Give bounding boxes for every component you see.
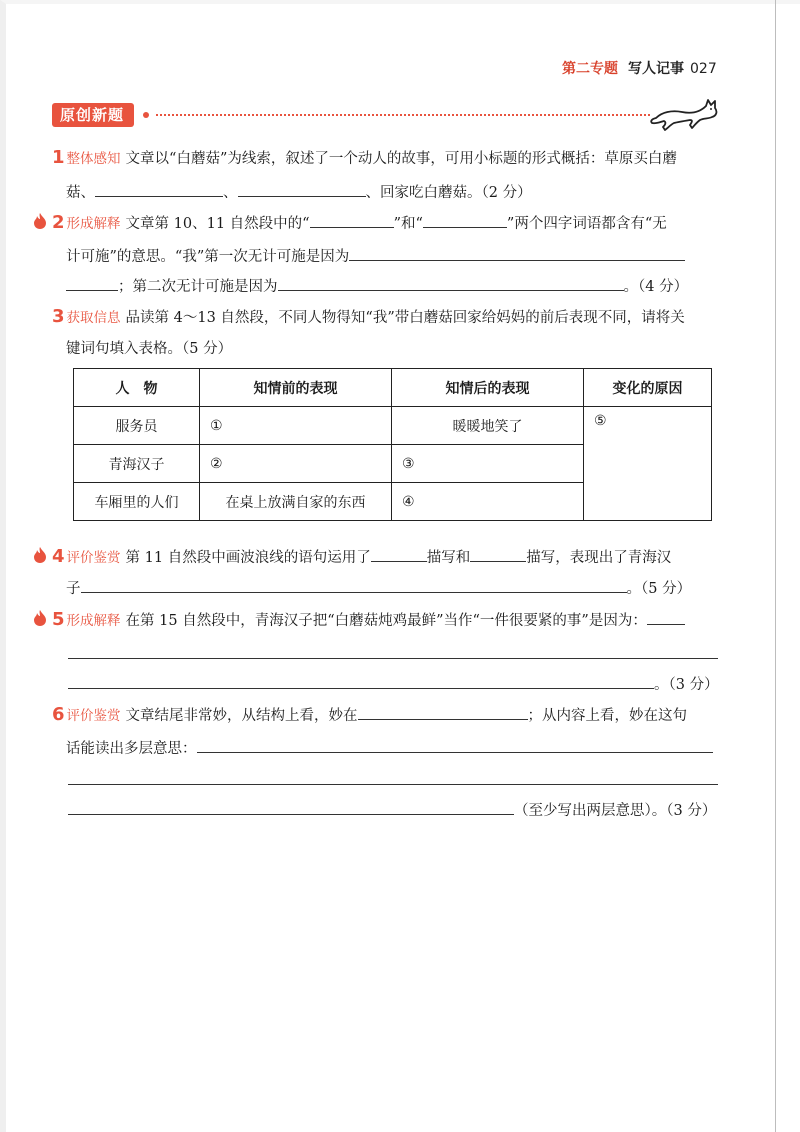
answer-cell[interactable]: ④ <box>392 483 584 521</box>
q3-line1: 3 获取信息 品读第 4～13 自然段，不同人物得知“我”带白蘑菇回家给妈妈的前后表现不同，请将关 <box>52 306 685 327</box>
q2-number: 2 <box>52 212 65 233</box>
table-header: 知情前的表现 <box>200 369 392 407</box>
q6-line2: 话能读出多层意思： <box>66 738 713 759</box>
section-title: 第二专题 <box>562 61 618 77</box>
q2-blank-2[interactable] <box>423 213 507 228</box>
q1-blank-1[interactable] <box>95 182 223 197</box>
q6-blank-2[interactable] <box>197 738 713 753</box>
banner-dot <box>143 112 149 118</box>
section-banner: 原创新题 <box>52 103 134 127</box>
table-header: 人 物 <box>74 369 200 407</box>
q3-number: 3 <box>52 306 65 327</box>
page-number: 027 <box>690 61 717 77</box>
answer-cell[interactable]: ③ <box>392 445 584 483</box>
q1-line2: 菇、 、 、回家吃白蘑菇。（2 分） <box>66 182 532 203</box>
q5-blank-start[interactable] <box>647 610 685 625</box>
q6-answer-line-last[interactable] <box>68 800 514 815</box>
q4-blank-3[interactable] <box>81 578 627 593</box>
flame-icon <box>33 212 47 230</box>
table-header: 变化的原因 <box>584 369 712 407</box>
q2-blank-1[interactable] <box>310 213 394 228</box>
q2-blank-3-cont[interactable] <box>66 276 118 291</box>
q5-tag: 形成解释 <box>66 613 121 629</box>
q6-line4: （至少写出两层意思）。（3 分） <box>68 800 716 821</box>
table-cell: 青海汉子 <box>74 445 200 483</box>
q4-blank-1[interactable] <box>371 547 427 562</box>
q4-blank-2[interactable] <box>470 547 526 562</box>
q3-tag: 获取信息 <box>66 310 121 326</box>
table-cell: 车厢里的人们 <box>74 483 200 521</box>
unit-title: 写人记事 <box>628 61 684 77</box>
q4-line1: 4 评价鉴赏 第 11 自然段中画波浪线的语句运用了 描写和 描写，表现出了青海汉 <box>52 546 672 567</box>
q6-line1: 6 评价鉴赏 文章结尾非常妙，从结构上看，妙在 ；从内容上看，妙在这句 <box>52 704 688 725</box>
q2-tag: 形成解释 <box>66 216 121 232</box>
q2-line3: ；第二次无计可施是因为 。（4 分） <box>66 276 688 297</box>
q1-blank-2[interactable] <box>238 182 366 197</box>
q6-answer-line[interactable] <box>68 784 718 785</box>
q1-line1 <box>52 148 677 169</box>
q6-number: 6 <box>52 704 65 725</box>
q6-tag: 评价鉴赏 <box>66 708 121 724</box>
table-cell: 在桌上放满自家的东西 <box>200 483 392 521</box>
table-cell: 服务员 <box>74 407 200 445</box>
flame-icon <box>33 546 47 564</box>
q1-tag: 整体感知 <box>66 151 121 167</box>
q5-number: 5 <box>52 609 65 630</box>
table-cell: 暖暖地笑了 <box>392 407 584 445</box>
q2-blank-3[interactable] <box>349 246 685 261</box>
q3-line2: 键词句填入表格。（5 分） <box>66 341 233 357</box>
q5-answer-line[interactable] <box>68 658 718 659</box>
q6-blank-1[interactable] <box>358 705 528 720</box>
q5-line1: 5 形成解释 在第 15 自然段中，青海汉子把“白蘑菇炖鸡最鲜”当作“一件很要紧的事”是因为： <box>52 610 685 631</box>
q4-number: 4 <box>52 546 65 567</box>
banner-dotted-line <box>156 114 650 116</box>
answer-table <box>73 368 712 521</box>
answer-cell[interactable]: ① <box>200 407 392 445</box>
q2-line2: 计可施”的意思。“我”第一次无计可施是因为 <box>66 246 685 267</box>
binding-line <box>775 0 776 1132</box>
answer-cell[interactable]: ② <box>200 445 392 483</box>
answer-cell[interactable]: ⑤ <box>584 407 712 521</box>
page-header <box>562 58 717 78</box>
q5-line3: 。（3 分） <box>68 674 719 695</box>
q5-answer-line-last[interactable] <box>68 674 654 689</box>
q1-number: 1 <box>52 147 65 168</box>
flame-icon <box>33 609 47 627</box>
q2-line1: 2 形成解释 文章第 10、11 自然段中的“ ”和“ ”两个四字词语都含有“无 <box>52 212 667 233</box>
q4-tag: 评价鉴赏 <box>66 550 121 566</box>
cat-icon <box>648 92 724 132</box>
table-row <box>74 407 712 445</box>
table-header: 知情后的表现 <box>392 369 584 407</box>
q4-line2: 子 。（5 分） <box>66 578 691 599</box>
q2-blank-4[interactable] <box>278 276 624 291</box>
q1-text: 文章以“白蘑菇”为线索，叙述了一个动人的故事，可用小标题的形式概括：草原买白蘑 <box>125 151 677 167</box>
table-header-row <box>74 369 712 407</box>
